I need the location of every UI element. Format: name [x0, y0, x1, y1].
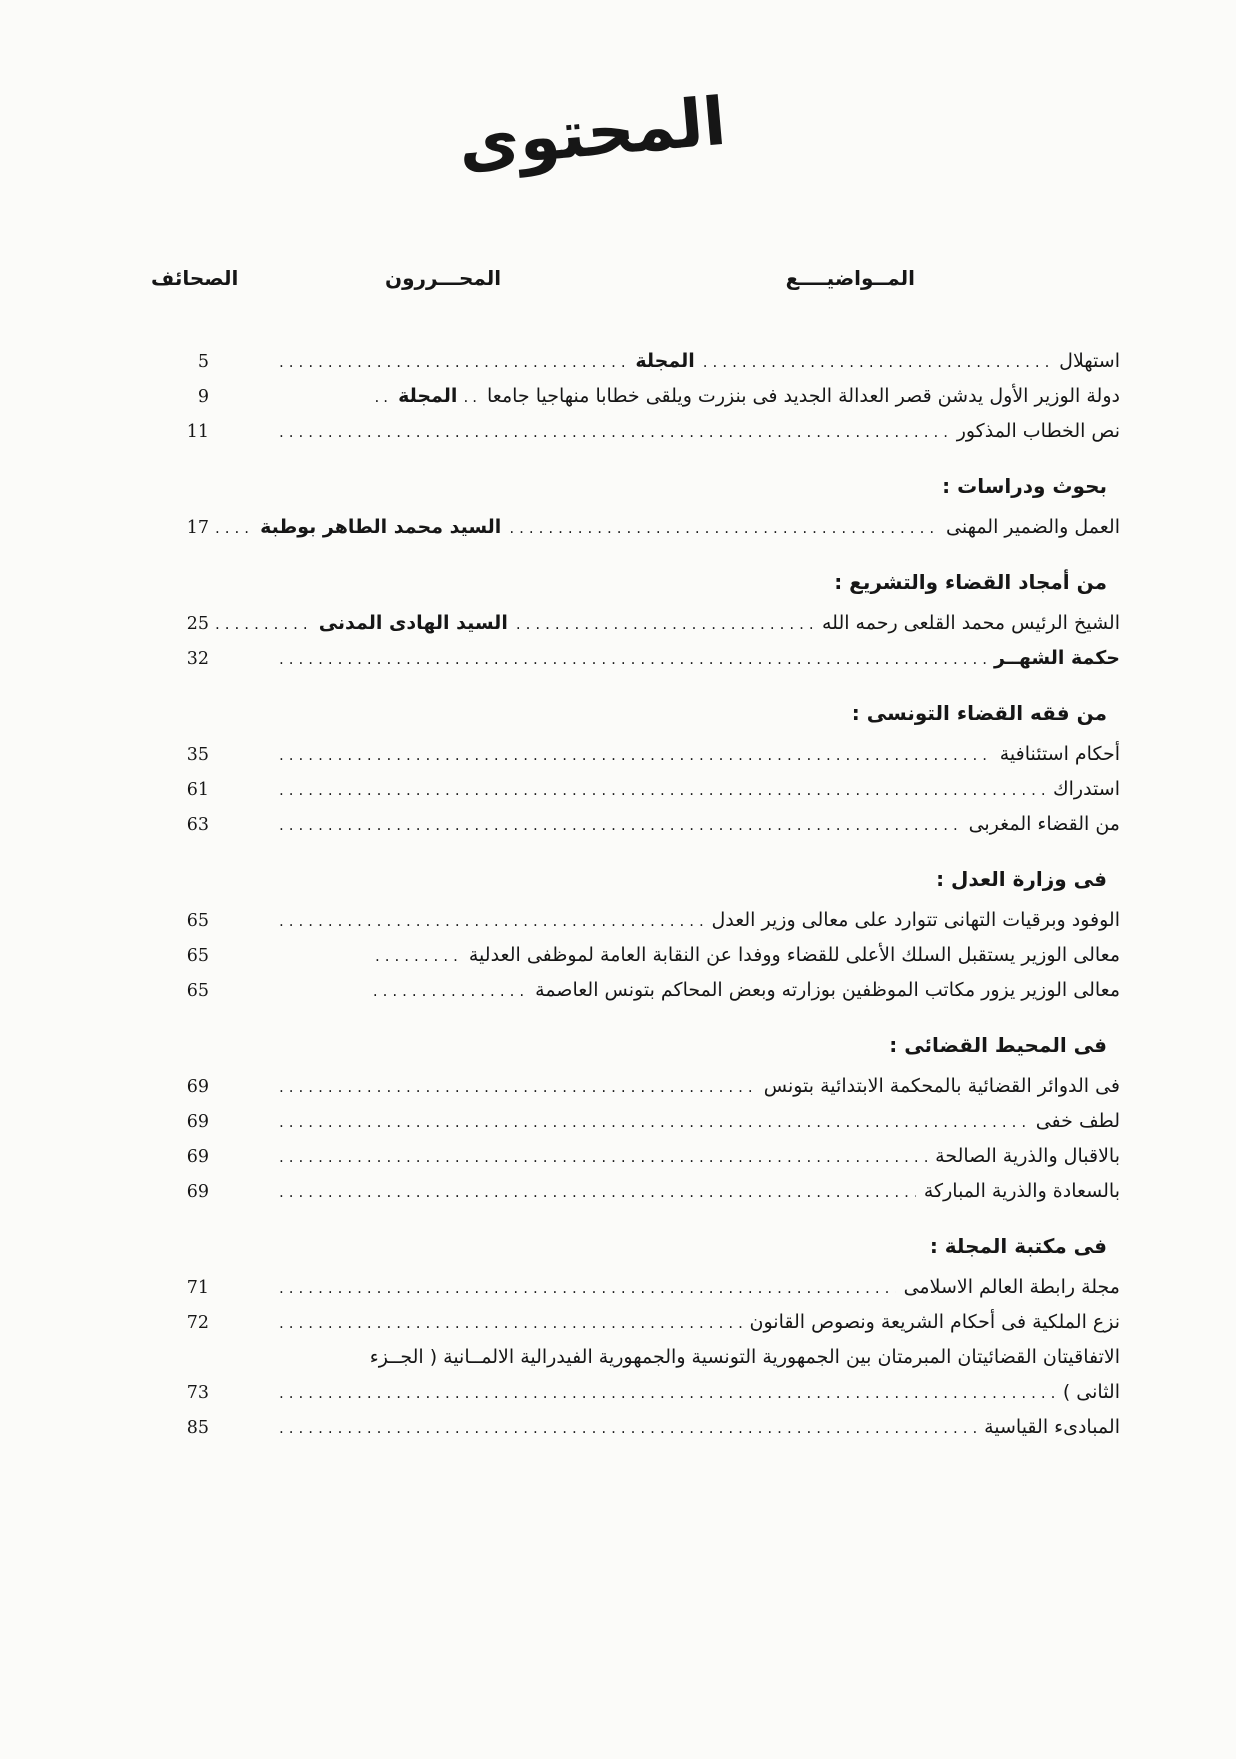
- toc-entry-page: 69: [186, 1112, 209, 1132]
- toc-entry: [145, 344, 1120, 379]
- toc-entry: [145, 1139, 1120, 1174]
- section-heading: فى مكتبة المجلة :: [929, 1234, 1107, 1258]
- toc-entry-text: استدراك: [1052, 778, 1120, 800]
- toc-entry-page: 32: [186, 649, 209, 669]
- toc-entry-page: 85: [186, 1418, 209, 1438]
- toc-entry-page: 69: [186, 1147, 209, 1167]
- toc-entry-author: السيد الهادى المدنى: [318, 612, 508, 634]
- toc-entry-text: فى الدوائر القضائية بالمحكمة الابتدائية بتونس: [763, 1075, 1120, 1097]
- dot-leader: [509, 511, 938, 546]
- toc-entry-page: 63: [186, 815, 209, 835]
- dot-leader: [703, 345, 1051, 380]
- column-header-pages: الصحائف: [151, 266, 239, 290]
- toc-entry: [145, 1270, 1120, 1305]
- dot-tail: ................: [372, 982, 530, 1000]
- toc-entry-page: 65: [186, 911, 209, 931]
- dot-leader: [279, 415, 949, 450]
- toc-list: [145, 344, 1120, 1445]
- toc-entry-text: نص الخطاب المذكور: [956, 420, 1120, 442]
- toc-entry-text: استهلال: [1059, 350, 1120, 372]
- toc-entry-author: المجلة: [398, 385, 458, 407]
- toc-entry-page: 61: [186, 780, 209, 800]
- toc-entry-text: معالى الوزير يستقبل السلك الأعلى للقضاء ووفدا عن النقابة العامة لموظفى العدلية: [468, 944, 1120, 966]
- dot-leader: [279, 642, 986, 677]
- toc-entry-text: الاتفاقيتان القضائيتان المبرمتان بين الجمهورية التونسية والجمهورية الفيدرالية الالمــانية ( الجــزء: [369, 1346, 1120, 1368]
- dot-separator: ..: [463, 388, 481, 406]
- section-heading: من فقه القضاء التونسى :: [851, 701, 1107, 725]
- toc-entry: [145, 938, 1120, 973]
- toc-entry: [145, 414, 1120, 449]
- toc-entry-page: 69: [186, 1077, 209, 1097]
- dot-leader: [279, 345, 627, 380]
- toc-entry: [145, 1340, 1120, 1375]
- toc-entry-page: 65: [186, 981, 209, 1001]
- dot-leader: [279, 1140, 927, 1175]
- toc-entry-page: 71: [186, 1278, 209, 1298]
- toc-entry: [145, 510, 1120, 545]
- toc-entry-text: حكمة الشهــر: [994, 647, 1120, 669]
- toc-entry-text: الشيخ الرئيس محمد القلعى رحمه الله: [821, 612, 1120, 634]
- toc-entry: [145, 772, 1120, 807]
- section-heading: بحوث ودراسات :: [942, 474, 1107, 498]
- toc-entry: [145, 1305, 1120, 1340]
- toc-entry-page: 35: [186, 745, 209, 765]
- toc-entry-text: نزع الملكية فى أحكام الشريعة ونصوص القانون: [749, 1311, 1120, 1333]
- dot-leader: [279, 773, 1045, 808]
- toc-entry-page: 73: [186, 1383, 209, 1403]
- toc-entry-page: 17: [186, 518, 209, 538]
- toc-entry-page: 72: [186, 1313, 209, 1333]
- toc-entry-page: 9: [197, 387, 209, 407]
- toc-entry-text: بالاقبال والذرية الصالحة: [935, 1145, 1120, 1167]
- dot-leader: [279, 808, 961, 843]
- toc-entry: [145, 1375, 1120, 1410]
- column-header-editors: المحـــررون: [385, 266, 502, 290]
- toc-entry: [145, 1410, 1120, 1445]
- toc-entry-text: مجلة رابطة العالم الاسلامى: [903, 1276, 1120, 1298]
- dot-leader: [279, 1376, 1055, 1411]
- toc-entry-author: المجلة: [635, 350, 695, 372]
- section-heading: فى وزارة العدل :: [936, 867, 1107, 891]
- toc-entry-text: الثانى ): [1062, 1381, 1120, 1403]
- dot-leader: [279, 1070, 756, 1105]
- toc-entry: [145, 1174, 1120, 1209]
- dot-leader: [279, 904, 703, 939]
- toc-entry: [145, 1104, 1120, 1139]
- toc-entry: [145, 903, 1120, 938]
- column-header-topics: المــواضيــــع: [785, 266, 915, 290]
- dot-leader: [279, 1271, 896, 1306]
- dot-leader: [279, 738, 992, 773]
- toc-entry: [145, 379, 1120, 414]
- dot-leader: [279, 1105, 1028, 1140]
- section-heading: فى المحيط القضائى :: [889, 1033, 1107, 1057]
- toc-entry-page: 5: [197, 352, 210, 372]
- toc-entry: [145, 737, 1120, 772]
- toc-entry: [145, 807, 1120, 842]
- toc-entry-text: دولة الوزير الأول يدشن قصر العدالة الجديد فى بنزرت ويلقى خطابا منهاجيا جامعا: [486, 385, 1120, 407]
- toc-entry-page: 25: [186, 614, 209, 634]
- toc-entry-text: الوفود وبرقيات التهانى تتوارد على معالى وزير العدل: [711, 909, 1120, 931]
- dot-leader: [279, 1411, 976, 1446]
- toc-entry-page: 11: [186, 422, 209, 442]
- dot-separator: ..: [374, 388, 393, 406]
- toc-entry-text: بالسعادة والذرية المباركة: [923, 1180, 1120, 1202]
- column-headers: [145, 266, 1120, 308]
- title-block: [0, 82, 1236, 232]
- toc-entry: [145, 973, 1120, 1008]
- toc-entry-text: من القضاء المغربى: [968, 813, 1120, 835]
- toc-entry-page: 65: [186, 946, 209, 966]
- toc-entry-page: 69: [186, 1182, 209, 1202]
- dot-leader: [279, 1306, 742, 1341]
- toc-entry-text: العمل والضمير المهنى: [946, 516, 1120, 538]
- toc-entry-text: معالى الوزير يزور مكاتب الموظفين بوزارته وبعض المحاكم بتونس العاصمة: [535, 979, 1120, 1001]
- toc-entry-text: المبادىء القياسية: [984, 1416, 1120, 1438]
- toc-entry-author: السيد محمد الطاهر بوطبة: [260, 516, 502, 538]
- toc-entry-text: لطف خفى: [1035, 1110, 1120, 1132]
- dot-tail: ....: [215, 519, 255, 537]
- toc-entry: [145, 641, 1120, 676]
- dot-tail: ..........: [215, 615, 313, 633]
- dot-leader: [516, 607, 814, 642]
- toc-entry-text: أحكام استئنافية: [999, 743, 1120, 765]
- toc-entry: [145, 606, 1120, 641]
- dot-leader: [279, 1175, 916, 1210]
- toc-entry: [145, 1069, 1120, 1104]
- dot-tail: .........: [374, 947, 463, 965]
- section-heading: من أمجاد القضاء والتشريع :: [834, 570, 1107, 594]
- page-title: المحتوى: [455, 82, 729, 183]
